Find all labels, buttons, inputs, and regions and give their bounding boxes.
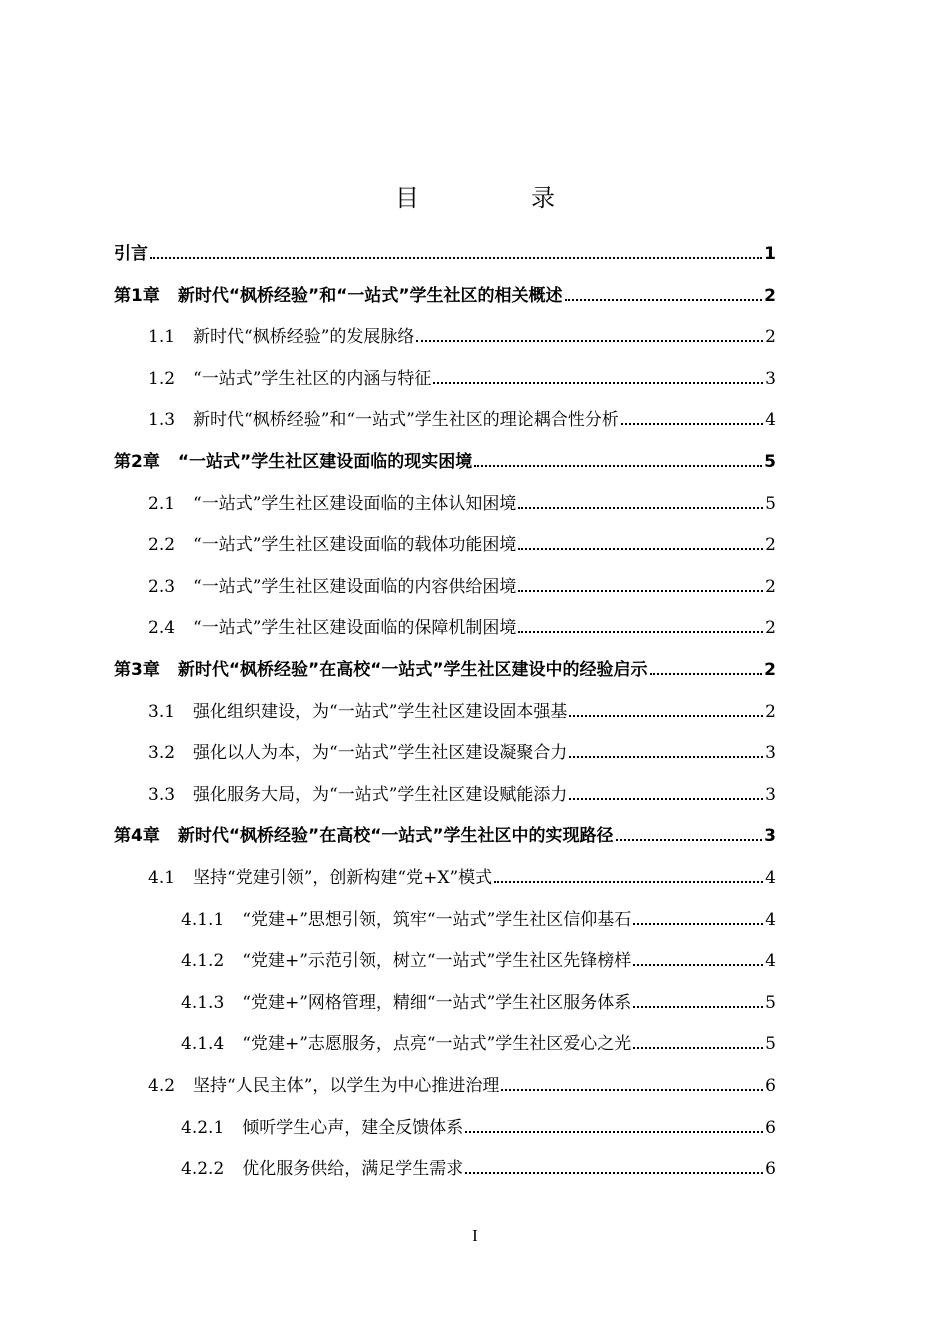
toc-entry-number: 4.2: [148, 1076, 176, 1096]
dot-leader: [518, 631, 763, 633]
toc-entry-text: 引言: [114, 244, 148, 264]
toc-entry[interactable]: [148, 737, 776, 763]
toc-entry-text: “一站式”学生社区建设面临的保障机制困境: [193, 618, 517, 639]
toc-entry[interactable]: [181, 1153, 776, 1179]
toc-entry[interactable]: [148, 1070, 776, 1096]
toc-entry-label: [148, 364, 431, 389]
toc-entry-number: 3.2: [148, 743, 176, 764]
toc-entry-number: 4.1.1: [181, 909, 225, 930]
toc-entry-label: [181, 1154, 463, 1179]
toc-entry-label: [114, 447, 472, 472]
toc-entry[interactable]: [181, 904, 776, 930]
toc-entry-page: 2: [765, 535, 776, 556]
toc-entry-label: [181, 905, 631, 930]
toc-entry-text: “党建+”网格管理，精细“一站式”学生社区服务体系: [242, 992, 632, 1013]
toc-title: 目 录: [395, 184, 599, 212]
toc-entry-text: 强化以人为本，为“一站式”学生社区建设凝聚合力: [193, 743, 568, 764]
toc-entry-page: 5: [764, 452, 776, 472]
toc-entry-label: [148, 489, 516, 514]
toc-entry[interactable]: [148, 696, 776, 722]
dot-leader: [465, 1131, 763, 1133]
toc-entry-label: [181, 1113, 463, 1138]
toc-entry-page: 2: [764, 660, 776, 680]
toc-entry-number: 1.1: [148, 327, 176, 348]
toc-entry-number: 第1章: [114, 285, 160, 306]
toc-entry-page: 6: [765, 1159, 776, 1180]
toc-entry-text: 新时代“枫桥经验”在高校“一站式”学生社区建设中的经验启示: [177, 660, 648, 680]
toc-entry-text: 强化服务大局，为“一站式”学生社区建设赋能添力: [193, 784, 568, 805]
toc-entry[interactable]: [181, 945, 776, 971]
toc-entry-number: 4.1.3: [181, 992, 225, 1013]
toc-entry-number: 2.3: [148, 576, 176, 597]
toc-entry-label: [114, 655, 648, 680]
toc-entry[interactable]: [181, 1028, 776, 1054]
toc-entry[interactable]: [148, 321, 776, 347]
toc-entry-page: 4: [765, 909, 776, 930]
dot-leader: [518, 548, 763, 550]
toc-entry-page: 3: [765, 784, 776, 805]
toc-entry-number: 第2章: [114, 452, 160, 472]
dot-leader: [501, 1089, 763, 1091]
dot-leader: [569, 715, 763, 717]
toc-entry[interactable]: [114, 654, 776, 680]
toc-entry-page: 4: [765, 951, 776, 972]
toc-entry-page: 4: [765, 868, 776, 888]
page-footer-number: I: [472, 1226, 478, 1245]
toc-entry-number: 4.1.4: [181, 1034, 225, 1055]
toc-entry[interactable]: [148, 612, 776, 638]
dot-leader: [569, 798, 763, 800]
toc-entry[interactable]: [148, 404, 776, 430]
toc-entry-number: 2.4: [148, 618, 176, 639]
toc-entry-number: 第4章: [114, 826, 160, 847]
toc-entry-page: 5: [765, 493, 776, 514]
toc-entry-text: “一站式”学生社区建设面临的内容供给困境: [193, 576, 517, 597]
toc-entry-label: [148, 613, 516, 638]
toc-entry[interactable]: [148, 363, 776, 389]
dot-leader: [616, 839, 763, 841]
toc-entry-text: “党建+”示范引领，树立“一站式”学生社区先锋榜样: [242, 951, 632, 972]
toc-entry-number: 4.2.1: [181, 1117, 225, 1138]
toc-entry-label: [148, 572, 516, 597]
dot-leader: [150, 257, 762, 259]
toc-entry-text: 坚持“人民主体”，以学生为中心推进治理: [193, 1076, 500, 1096]
toc-entry[interactable]: [114, 238, 776, 264]
dot-leader: [518, 590, 763, 592]
dot-leader: [633, 964, 763, 966]
toc-entry-page: 2: [765, 576, 776, 597]
dot-leader: [569, 756, 763, 758]
toc-entry-page: 2: [765, 618, 776, 639]
toc-entry-number: 1.2: [148, 368, 176, 389]
dot-leader: [494, 881, 763, 883]
toc-entry-text: “党建+”志愿服务，点亮“一站式”学生社区爱心之光: [242, 1034, 632, 1055]
toc-entry-label: [114, 821, 614, 846]
toc-entry-page: 4: [765, 410, 776, 431]
toc-entry[interactable]: [181, 1112, 776, 1138]
dot-leader: [633, 1006, 763, 1008]
toc-entry-page: 6: [765, 1076, 776, 1096]
toc-entry-text: 新时代“枫桥经验”和“一站式”学生社区的理论耦合性分析: [193, 410, 619, 431]
toc-entry-label: [148, 1071, 499, 1096]
toc-entry-page: 5: [765, 1034, 776, 1055]
toc-entry-page: 3: [765, 368, 776, 389]
toc-entry-label: [181, 988, 631, 1013]
toc-entry-label: [148, 780, 567, 805]
toc-entry-page: 1: [764, 244, 776, 264]
dot-leader: [633, 1047, 763, 1049]
toc-entry[interactable]: [181, 987, 776, 1013]
dot-leader: [565, 299, 763, 301]
dot-leader: [465, 1172, 763, 1174]
dot-leader: [518, 507, 763, 509]
toc-entry[interactable]: [114, 820, 776, 846]
dot-leader: [433, 382, 763, 384]
toc-entry-label: [114, 239, 148, 264]
toc-entry-text: “一站式”学生社区的内涵与特征: [193, 368, 432, 389]
toc-entry-text: 倾听学生心声，建全反馈体系: [242, 1117, 464, 1138]
toc-entry-label: [181, 1029, 631, 1054]
toc-entry-page: 3: [765, 743, 776, 764]
toc-entry-number: 第3章: [114, 660, 160, 680]
toc-entry-text: 新时代“枫桥经验”的发展脉络: [193, 327, 415, 348]
toc-entry-page: 2: [765, 327, 776, 348]
toc-entry-number: 4.2.2: [181, 1159, 225, 1180]
toc-entry-page: 5: [765, 992, 776, 1013]
toc-entry[interactable]: [148, 862, 776, 888]
toc-entry[interactable]: [148, 529, 776, 555]
toc-entry[interactable]: [114, 446, 776, 472]
dot-leader: [633, 923, 763, 925]
toc-entry-number: 2.2: [148, 535, 176, 556]
toc-entry-text: “一站式”学生社区建设面临的主体认知困境: [193, 493, 517, 514]
toc-entry-label: [181, 946, 631, 971]
toc-entry-number: 2.1: [148, 493, 176, 514]
toc-entry-text: 强化组织建设，为“一站式”学生社区建设固本强基: [193, 701, 568, 722]
toc-entry-text: “一站式”学生社区建设面临的载体功能困境: [193, 535, 517, 556]
toc-entry-page: 2: [765, 701, 776, 722]
toc-entry[interactable]: [148, 488, 776, 514]
toc-entry-text: 新时代“枫桥经验”在高校“一站式”学生社区中的实现路径: [177, 826, 614, 847]
toc-entry-number: 1.3: [148, 410, 176, 431]
toc-entry-label: [148, 738, 567, 763]
toc-entry-label: [148, 863, 492, 888]
toc-entry-text: 坚持“党建引领”，创新构建“党+X”模式: [193, 868, 493, 888]
dot-leader: [474, 465, 762, 467]
toc-entry-page: 2: [764, 285, 776, 306]
toc-entry-number: 4.1: [148, 868, 176, 888]
toc-entry[interactable]: [148, 779, 776, 805]
toc-entry-label: [148, 405, 619, 430]
toc-entry-label: [148, 530, 516, 555]
toc-entry-label: [148, 322, 414, 347]
toc-entry-page: 3: [764, 826, 776, 847]
toc-entry-text: 优化服务供给，满足学生需求: [242, 1159, 464, 1180]
dot-leader: [621, 423, 763, 425]
toc-entry-text: 新时代“枫桥经验”和“一站式”学生社区的相关概述: [177, 285, 563, 306]
toc-entry-page: 6: [765, 1117, 776, 1138]
toc-entry-number: 3.1: [148, 701, 176, 722]
toc-entry-text: “党建+”思想引领，筑牢“一站式”学生社区信仰基石: [242, 909, 632, 930]
dot-leader: [650, 673, 763, 675]
toc-entry-label: [148, 697, 567, 722]
toc-entry-label: [114, 281, 563, 306]
toc-entry-number: 4.1.2: [181, 951, 225, 972]
toc-entry-number: 3.3: [148, 784, 176, 805]
dot-leader: [416, 340, 763, 342]
toc-entry-text: “一站式”学生社区建设面临的现实困境: [177, 452, 473, 472]
toc-entry[interactable]: [114, 280, 776, 306]
toc-entry[interactable]: [148, 571, 776, 597]
